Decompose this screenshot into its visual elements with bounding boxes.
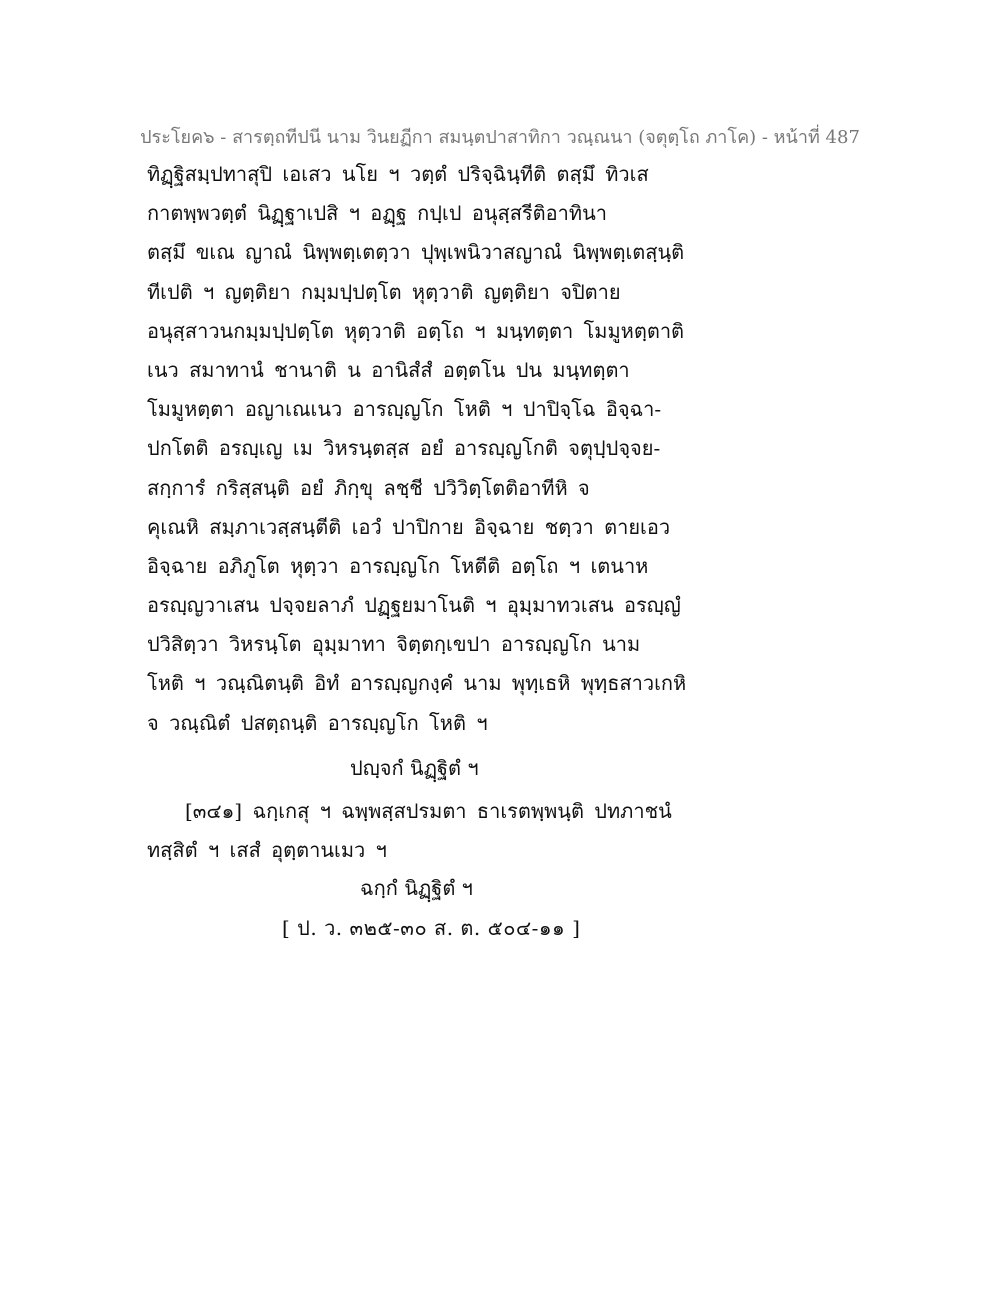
text-line: จ วณฺณิตํ ปสตฺถนฺติ อารญฺญโก โหติ ฯ bbox=[147, 710, 488, 735]
text-line: ปกโตติ อรญฺเญ เม วิหรนฺตสฺส อยํ อารญฺญโกติ จตุปฺปจฺจย- bbox=[147, 436, 661, 461]
reference-citation: [ ป. ว. ๓๒๕-๓๐ ส. ต. ๕๐๔-๑๑ ] bbox=[282, 916, 581, 940]
text-line: ทีเปติ ฯ ญตฺติยา กมฺมปฺปตฺโต หุตฺวาติ ญตฺติยา จปิตาย bbox=[147, 279, 621, 304]
text-line: ทิฏฺฐิสมฺปทาสุปิ เอเสว นโย ฯ วตฺตํ ปริจฺฉินฺทีติ ตสฺมึ ทิวเส bbox=[147, 162, 649, 186]
text-line: ตสฺมึ ขเณ ญาณํ นิพฺพตฺเตตฺวา ปุพฺเพนิวาสญาณํ นิพฺพตฺเตสฺนฺติ bbox=[147, 240, 685, 265]
text-line: โหติ ฯ วณฺณิตนฺติ อิทํ อารญฺญกงฺคํ นาม พุทฺเธหิ พุทฺธสาวเกหิ bbox=[147, 671, 687, 696]
text-line: อรญฺญวาเสน ปจฺจยลาภํ ปฏฺฐยมาโนติ ฯ อุมฺมาทวเสน อรญฺญํ bbox=[147, 593, 681, 618]
paragraph-2 bbox=[147, 792, 707, 870]
text-line: สกฺการํ กริสฺสนฺติ อยํ ภิกฺขุ ลชฺชี ปวิวิตฺโตติอาทีหิ จ bbox=[147, 475, 590, 500]
text-line: ปวิสิตฺวา วิหรนฺโต อุมฺมาทา จิตฺตกฺเขปา อารญฺญโก นาม bbox=[147, 632, 641, 657]
text-line: อิจฺฉาย อภิภูโต หุตฺวา อารญฺญโก โหตีติ อตฺโถ ฯ เตนาห bbox=[147, 553, 649, 578]
running-header: ประโยค๖ - สารตฺถทีปนี นาม วินยฏีกา สมนฺตปาสาทิกา วณฺณนา (จตุตฺโถ ภาโค) - หน้าที่ 487 bbox=[140, 127, 860, 148]
text-line: [๓๔๑] ฉกฺเกสุ ฯ ฉพฺพสฺสปรมตา ธาเรตพฺพนฺติ ปทภาชนํ bbox=[185, 799, 672, 823]
text-line: คุเณหิ สมฺภาเวสฺสนฺตีติ เอวํ ปาปิกาย อิจฺฉาย ชตฺวา ตายเอว bbox=[147, 514, 671, 539]
text-line: โมมูหตฺตา อญาเณเนว อารญฺญโก โหติ ฯ ปาปิจฺโฉ อิจฺฉา- bbox=[147, 397, 662, 422]
text-line: กาตพฺพวตฺตํ นิฏฺฐาเปสิ ฯ อฏฺฐ กปฺเป อนุสฺสรีติอาทินา bbox=[147, 201, 607, 226]
section-end-heading: ฉกฺกํ นิฏฺฐิตํ ฯ bbox=[360, 876, 473, 900]
text-line: อนุสฺสาวนกมฺมปฺปตฺโต หุตฺวาติ อตฺโถ ฯ มนฺทตฺตา โมมูหตฺตาติ bbox=[147, 318, 685, 343]
text-line: ทสฺสิตํ ฯ เสสํ อุตฺตานเมว ฯ bbox=[147, 838, 387, 863]
paragraph-1 bbox=[147, 155, 707, 743]
text-line: เนว สมาทานํ ชานาติ น อานิสํสํ อตฺตโน ปน มนฺทตฺตา bbox=[147, 357, 630, 382]
section-end-heading: ปญฺจกํ นิฏฺฐิตํ ฯ bbox=[350, 756, 479, 780]
